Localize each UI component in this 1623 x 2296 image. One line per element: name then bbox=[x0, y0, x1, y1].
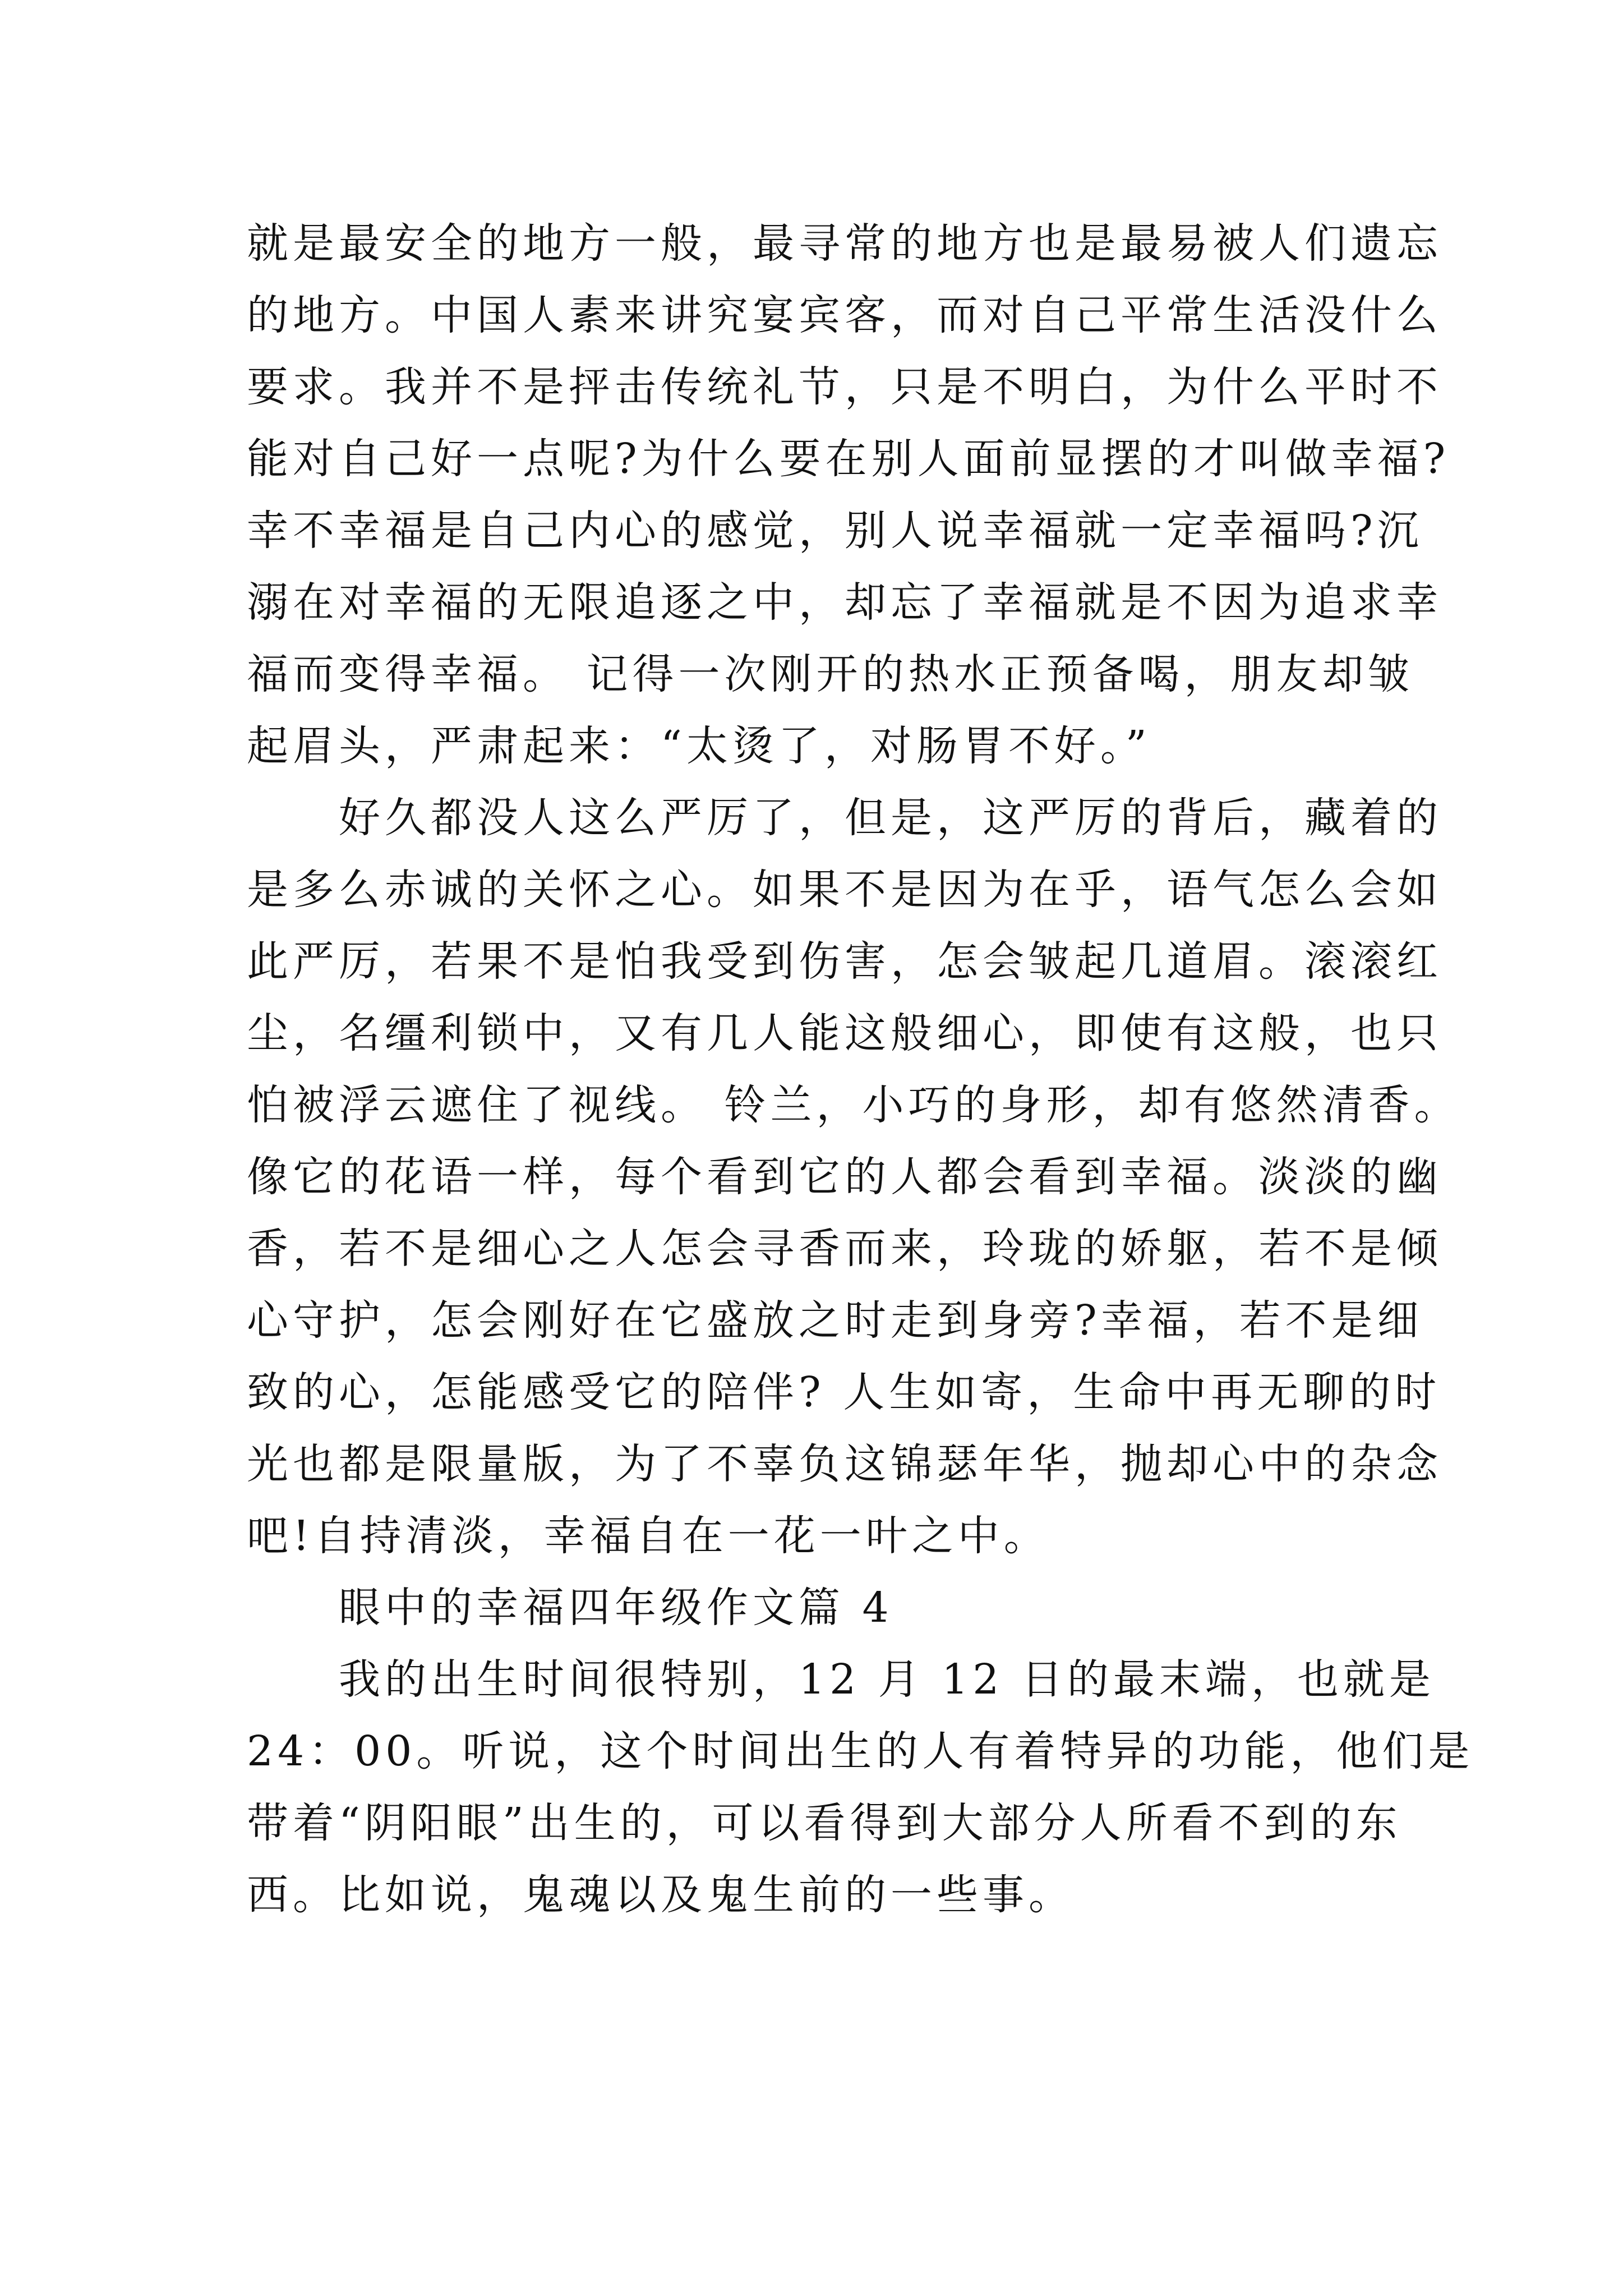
text-line: 起眉头，严肃起来：“太烫了，对肠胃不好。” bbox=[247, 722, 1151, 770]
text-line: 我的出生时间很特别，12 月 12 日的最末端，也就是 bbox=[247, 1655, 1435, 1704]
section-heading: 眼中的幸福四年级作文篇 4 bbox=[247, 1584, 893, 1632]
text-line: 此严厉，若果不是怕我受到伤害，怎会皱起几道眉。滚滚红 bbox=[247, 937, 1442, 986]
text-line: 像它的花语一样，每个看到它的人都会看到幸福。淡淡的幽 bbox=[247, 1153, 1442, 1201]
text-line: 西。比如说，鬼魂以及鬼生前的一些事。 bbox=[247, 1871, 1075, 1919]
text-line: 尘，名缰利锁中，又有几人能这般细心，即使有这般，也只 bbox=[247, 1009, 1442, 1057]
text-line: 能对自己好一点呢?为什么要在别人面前显摆的才叫做幸福? bbox=[247, 435, 1450, 483]
text-line: 吧!自持清淡，幸福自在一花一叶之中。 bbox=[247, 1512, 1050, 1560]
text-line: 光也都是限量版，为了不辜负这锦瑟年华，抛却心中的杂念 bbox=[247, 1440, 1442, 1488]
text-line: 致的心，怎能感受它的陪伴? 人生如寄，生命中再无聊的时 bbox=[247, 1368, 1441, 1416]
text-line: 福而变得幸福。 记得一次刚开的热水正预备喝，朋友却皱 bbox=[247, 650, 1414, 698]
text-line: 带着“阴阳眼”出生的，可以看得到大部分人所看不到的东 bbox=[247, 1799, 1402, 1847]
text-line: 心守护，怎会刚好在它盛放之时走到身旁?幸福，若不是细 bbox=[247, 1296, 1423, 1345]
text-line: 怕被浮云遮住了视线。 铃兰，小巧的身形，却有悠然清香。 bbox=[247, 1081, 1460, 1129]
text-line: 是多么赤诚的关怀之心。如果不是因为在乎，语气怎么会如 bbox=[247, 866, 1442, 914]
text-line: 香，若不是细心之人怎会寻香而来，玲珑的娇躯，若不是倾 bbox=[247, 1225, 1442, 1273]
text-line: 好久都没人这么严厉了，但是，这严厉的背后，藏着的 bbox=[247, 794, 1442, 842]
text-line: 就是最安全的地方一般，最寻常的地方也是最易被人们遗忘 bbox=[247, 219, 1442, 268]
text-line: 要求。我并不是抨击传统礼节，只是不明白，为什么平时不 bbox=[247, 363, 1442, 411]
text-line: 的地方。中国人素来讲究宴宾客，而对自己平常生活没什么 bbox=[247, 291, 1442, 339]
text-line: 幸不幸福是自己内心的感觉，别人说幸福就一定幸福吗?沉 bbox=[247, 507, 1423, 555]
text-line: 24：00。听说，这个时间出生的人有着特异的功能，他们是 bbox=[247, 1727, 1474, 1775]
document-body bbox=[247, 208, 1474, 1931]
text-line: 溺在对幸福的无限追逐之中，却忘了幸福就是不因为追求幸 bbox=[247, 578, 1442, 627]
